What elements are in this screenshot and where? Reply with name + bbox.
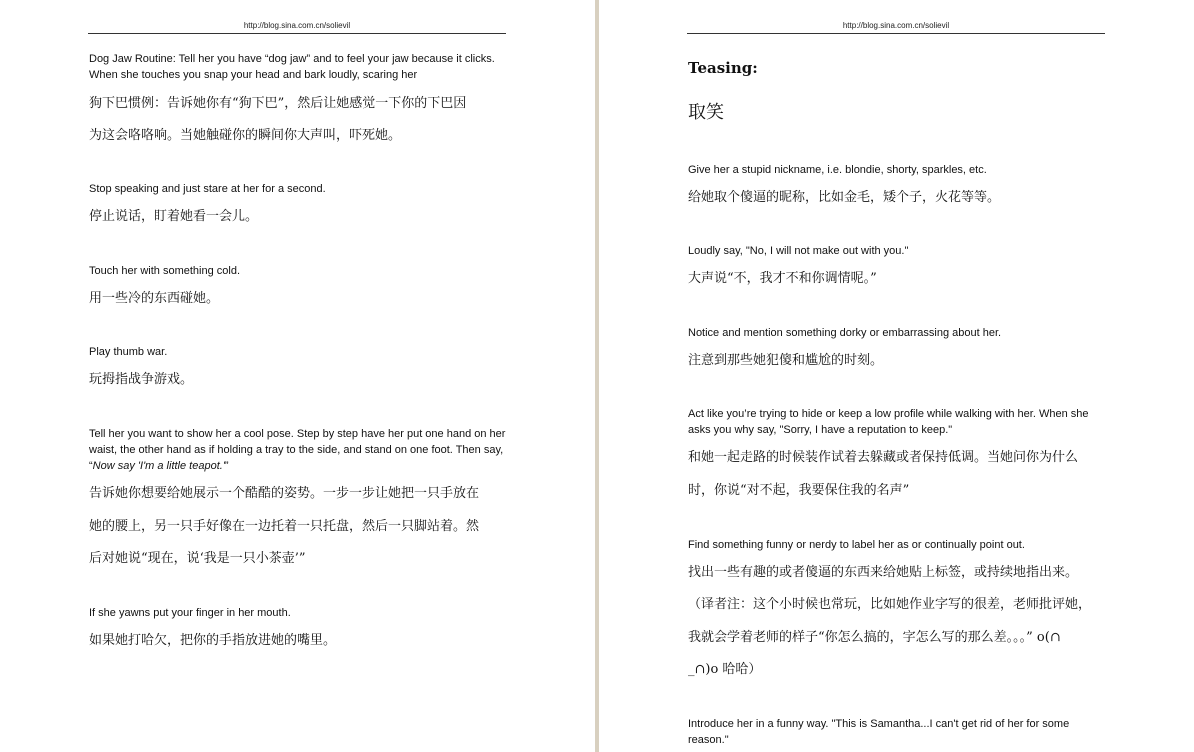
pose-en-end: ” (224, 460, 229, 472)
introduce-en: Introduce her in a funny way. "This is Samantha...I can't get rid of her for some reason." (688, 718, 1070, 746)
nickname-en: Give her a stupid nickname, i.e. blondie, shorty, sparkles, etc. (688, 164, 987, 176)
page-header-left (88, 0, 506, 34)
yawn-zh: 如果她打哈欠，把你的手指放进她的嘴里。 (89, 633, 337, 648)
pose-zh-line3: 后对她说“现在，说‘我是一只小茶壶’” (89, 551, 306, 566)
section-heading-zh: 取笑 (688, 102, 724, 123)
hide-zh-line1: 和她一起走路的时候装作试着去躲藏或者保持低调。当她问你为什么 (688, 450, 1079, 465)
label-zh-line2: （译者注：这个小时候也常玩，比如她作业字写的很差，老师批评她， (688, 597, 1092, 612)
left-page (0, 0, 595, 752)
nickname-zh: 给她取个傻逼的昵称，比如金毛，矮个子，火花等等。 (688, 190, 1001, 205)
header-url: http://blog.sina.com.cn/solievil (243, 21, 351, 30)
right-page (599, 0, 1194, 752)
cold-en: Touch her with something cold. (89, 265, 241, 277)
make-out-en: Loudly say, "No, I will not make out with you." (688, 245, 909, 257)
dorky-zh: 注意到那些她犯傻和尴尬的时刻。 (688, 353, 884, 368)
pose-en-main: Tell her you want to show her a cool pose. Step by step have her put one hand on her waist, the other hand as if holding a tray to the side, and stand on one foot. Then say, “ (89, 428, 506, 472)
cold-zh: 用一些冷的东西碰她。 (89, 291, 220, 306)
label-zh-line1: 找出一些有趣的或者傻逼的东西来给她贴上标签，或持续地指出来。 (688, 565, 1079, 580)
pose-en-italic: Now say 'I'm a little teapot.' (92, 460, 225, 472)
label-en: Find something funny or nerdy to label her as or continually point out. (688, 539, 1025, 551)
label-zh-line3: 我就会学着老师的样子“你怎么搞的，字怎么写的那么差。。。” o(∩ (688, 630, 1061, 645)
pose-en (89, 426, 509, 474)
thumb-war-en: Play thumb war. (89, 346, 168, 358)
dog-jaw-zh-line1: 狗下巴惯例：告诉她你有“狗下巴”，然后让她感觉一下你的下巴因 (89, 96, 467, 111)
page-header-right (687, 0, 1105, 34)
pose-zh-line1: 告诉她你想要给她展示一个酷酷的姿势。一步一步让她把一只手放在 (89, 486, 480, 501)
section-heading-en: Teasing: (688, 59, 758, 77)
pose-zh-line2: 她的腰上，另一只手好像在一边托着一只托盘，然后一只脚站着。然 (89, 519, 480, 534)
stare-en: Stop speaking and just stare at her for a second. (89, 183, 326, 195)
header-url: http://blog.sina.com.cn/solievil (842, 21, 950, 30)
hide-en: Act like you’re trying to hide or keep a low profile while walking with her. When she asks you why say, "Sorry, I have a reputation to keep." (688, 408, 1089, 436)
yawn-en: If she yawns put your finger in her mouth. (89, 607, 291, 619)
stare-zh: 停止说话，盯着她看一会儿。 (89, 209, 259, 224)
thumb-war-zh: 玩拇指战争游戏。 (89, 372, 194, 387)
make-out-zh: 大声说“不，我才不和你调情呢。” (688, 271, 877, 286)
hide-zh-line2: 时，你说“对不起，我要保住我的名声” (688, 483, 910, 498)
dog-jaw-zh-line2: 为这会咯咯响。当她触碰你的瞬间你大声叫，吓死她。 (89, 128, 402, 143)
label-zh-line4: _∩)o 哈哈） (688, 662, 762, 677)
dog-jaw-en: Dog Jaw Routine: Tell her you have “dog jaw” and to feel your jaw because it clicks. When she touches you snap your head and bark loudly, scaring her (89, 53, 495, 81)
dorky-en: Notice and mention something dorky or embarrassing about her. (688, 327, 1002, 339)
